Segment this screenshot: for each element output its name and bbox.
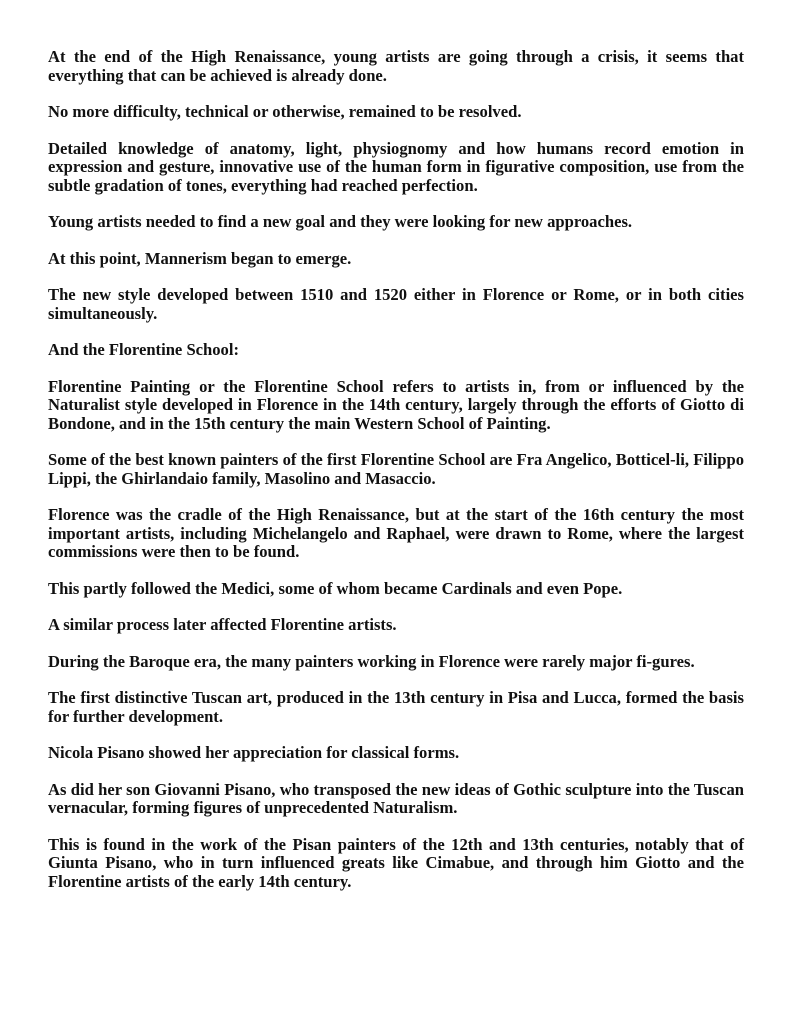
paragraph-9: Some of the best known painters of the first Florentine School are Fra Angelico, Botticel-li, Filippo Lippi, the Ghirlandaio family, Masolino and Masaccio. bbox=[48, 450, 744, 488]
paragraph-8: Florentine Painting or the Florentine School refers to artists in, from or influenced by the Naturalist style developed in Florence in the 14th century, largely through the efforts of Giotto di Bondone, and in the 15th century the main Western School of Painting. bbox=[48, 376, 744, 433]
document-page bbox=[48, 48, 744, 909]
paragraph-12: A similar process later affected Florentine artists. bbox=[48, 615, 397, 634]
paragraph-14: The first distinctive Tuscan art, produced in the 13th century in Pisa and Lucca, formed the basis for further development. bbox=[48, 688, 744, 726]
paragraph-5: At this point, Mannerism began to emerge. bbox=[48, 248, 352, 268]
paragraph-16: As did her son Giovanni Pisano, who transposed the new ideas of Gothic sculpture into the Tuscan vernacular, forming figures of unprecedented Naturalism. bbox=[48, 779, 744, 817]
paragraph-6: The new style developed between 1510 and 1520 either in Florence or Rome, or in both cities simultaneously. bbox=[48, 285, 744, 323]
paragraph-3: Detailed knowledge of anatomy, light, physiognomy and how humans record emotion in expression and gesture, innovative use of the human form in figurative composition, use from the subtle gradation of tones, everything had reached perfection. bbox=[48, 138, 744, 195]
paragraph-15: Nicola Pisano showed her appreciation for classical forms. bbox=[48, 743, 460, 762]
paragraph-10: Florence was the cradle of the High Renaissance, but at the start of the 16th century the most important artists, including Michelangelo and Raphael, were drawn to Rome, where the largest commissions were then to be found. bbox=[48, 505, 744, 561]
paragraph-2: No more difficulty, technical or otherwise, remained to be resolved. bbox=[48, 102, 522, 121]
paragraph-17: This is found in the work of the Pisan painters of the 12th and 13th centuries, notably that of Giunta Pisano, who in turn influenced greats like Cimabue, and through him Giotto and the Florentine artists of the early 14th century. bbox=[48, 834, 744, 891]
paragraph-1: At the end of the High Renaissance, young artists are going through a crisis, it seems that everything that can be achieved is already done. bbox=[48, 47, 744, 85]
paragraph-11: This partly followed the Medici, some of whom became Cardinals and even Pope. bbox=[48, 578, 623, 598]
paragraph-7: And the Florentine School: bbox=[48, 340, 239, 359]
paragraph-13: During the Baroque era, the many painters working in Florence were rarely major fi-gures. bbox=[48, 651, 695, 671]
paragraph-4: Young artists needed to find a new goal and they were looking for new approaches. bbox=[48, 212, 633, 231]
